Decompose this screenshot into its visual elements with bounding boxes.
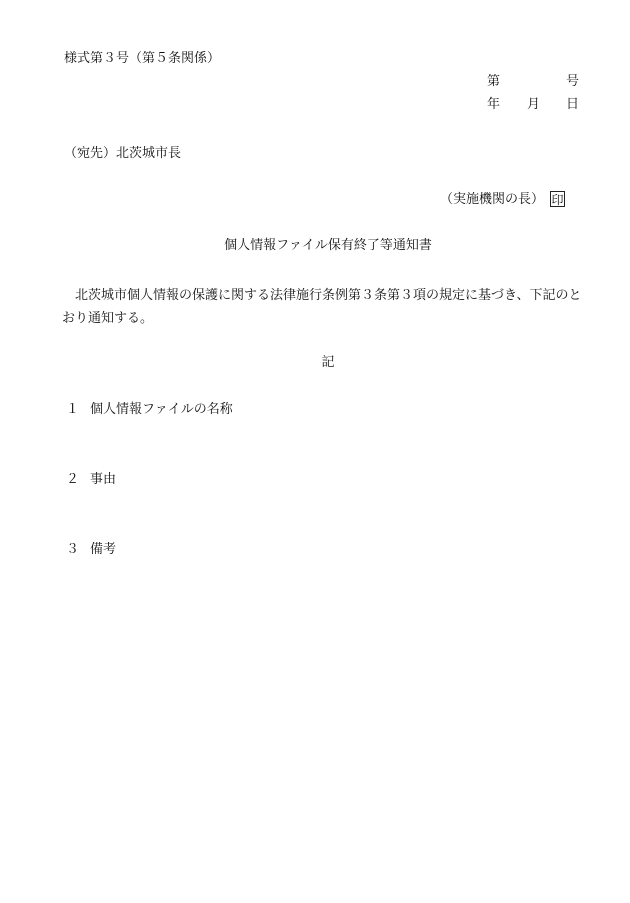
body-paragraph (62, 284, 595, 330)
item-number: ２ (66, 472, 80, 487)
item-reason (66, 472, 116, 488)
item-number: １ (66, 402, 80, 417)
form-number: 様式第３号（第５条関係） (64, 51, 221, 66)
doc-number-suffix: 号 (565, 74, 579, 89)
document-title: 個人情報ファイル保有終了等通知書 (224, 238, 432, 253)
item-file-name (66, 402, 233, 418)
ki-heading: 記 (321, 355, 335, 370)
item-label: 備考 (90, 542, 117, 557)
month-label: 月 (527, 97, 541, 112)
year-label: 年 (487, 97, 501, 112)
day-label: 日 (565, 97, 579, 112)
addressee: （宛先）北茨城市長 (64, 146, 182, 161)
item-label: 個人情報ファイルの名称 (90, 402, 233, 417)
item-label: 事由 (90, 472, 117, 487)
body-line-1: 北茨城市個人情報の保護に関する法律施行条例第３条第３項の規定に基づき、下記のと (75, 288, 582, 303)
doc-number-prefix: 第 (487, 74, 501, 89)
item-remarks (66, 542, 116, 558)
seal-stamp: 印 (551, 193, 564, 207)
item-number: ３ (66, 542, 80, 557)
body-line-2: おり通知する。 (62, 311, 154, 326)
sender-title: （実施機関の長） (440, 192, 545, 207)
